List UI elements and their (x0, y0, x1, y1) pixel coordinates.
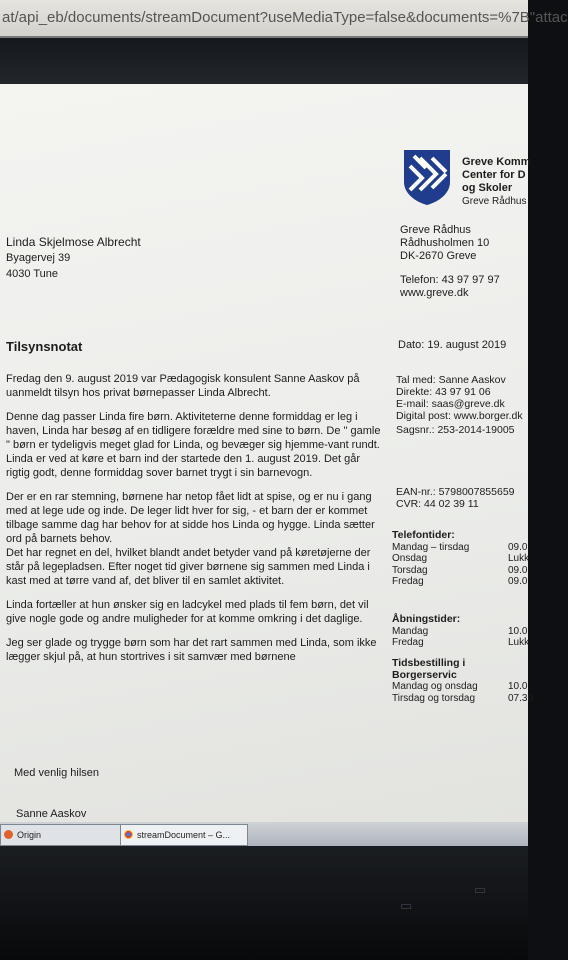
sender-address (400, 224, 489, 263)
phone-hours (392, 530, 532, 588)
contact-person (396, 374, 523, 422)
booking-hours (392, 658, 532, 704)
hours-row (392, 626, 532, 638)
contact-email: E-mail: saas@greve.dk (396, 398, 505, 410)
hours-day: Torsdag (392, 564, 428, 576)
phone-hours-heading: Telefontider: (392, 529, 455, 541)
origin-icon (4, 830, 13, 839)
hours-row (392, 693, 532, 705)
taskbar-item-label: streamDocument – G... (137, 830, 231, 840)
sender-name: Greve Rådhus (400, 224, 471, 236)
booking-heading: Tidsbestilling i Borgerservic (392, 657, 466, 681)
hours-time: 07.30 (508, 692, 534, 704)
taskbar-item-label: Origin (17, 830, 42, 840)
body-paragraph: Linda er ved at køre et barn ind der startede den 1. august 2019. Det går rigtig godt, denne formiddag sover barnet trygt i sin barnevogn. (6, 453, 361, 479)
contact-digital-post: Digital post: www.borger.dk (396, 410, 523, 422)
hours-day: Tirsdag og torsdag (392, 692, 476, 704)
recipient-name: Linda Skjelmose Albrecht (6, 235, 141, 249)
monitor-bezel-bottom (0, 846, 528, 960)
municipality-line: Greve Rådhus (462, 196, 527, 207)
opening-hours-heading: Åbningstider: (392, 613, 461, 625)
monitor-menu-icon: ▭ (400, 898, 413, 913)
document-date: Dato: 19. august 2019 (398, 339, 507, 351)
municipality-header (462, 156, 530, 208)
hours-day: Mandag og onsdag (392, 681, 478, 692)
hours-day: Onsdag (392, 553, 428, 564)
body-paragraph: Denne dag passer Linda fire børn. Aktiviteterne denne formiddag er leg i haven, Linda har besøg af en tidligere forældre med sine to børn. De " gamle " børn er tydeligvis meget glad for Linda, og bevæger sig hjemme-vant rundt. (6, 411, 381, 451)
hours-time: 10.0 (508, 625, 528, 637)
case-number: Sagsnr.: 253-2014-19005 (396, 424, 515, 436)
taskbar-item-chrome[interactable] (120, 824, 248, 846)
recipient-city: 4030 Tune (6, 268, 58, 280)
sender-contact (400, 274, 500, 300)
sender-city: DK-2670 Greve (400, 250, 477, 262)
document-title: Tilsynsnotat (6, 339, 83, 354)
contact-direct: Direkte: 43 97 91 06 (396, 386, 491, 398)
hours-row (392, 542, 532, 554)
hours-time: 09.0 (508, 564, 528, 576)
hours-row (392, 576, 532, 588)
body-paragraph: Fredag den 9. august 2019 var Pædagogisk konsulent Sanne Aaskov på uanmeldt tilsyn hos privat børnepasser Linda Albrecht. (6, 373, 360, 399)
hours-time: Lukk (508, 553, 530, 564)
document-page (0, 84, 534, 822)
monitor-bezel-top (0, 38, 528, 84)
hours-day: Mandag (392, 625, 429, 637)
hours-day: Fredag (392, 637, 424, 648)
ean-number: EAN-nr.: 5798007855659 (396, 486, 515, 498)
hours-time: 09.0 (508, 576, 528, 587)
document-body (6, 372, 384, 674)
contact-talk-to: Tal med: Sanne Aaskov (396, 374, 506, 386)
monitor-input-icon: ▭ (474, 882, 487, 897)
closing-greeting: Med venlig hilsen (14, 767, 99, 779)
hours-time: 09.0 (508, 541, 528, 553)
hours-time: Lukk (508, 637, 530, 648)
greve-kommune-logo (402, 148, 452, 206)
taskbar (0, 822, 528, 846)
municipality-line: Center for D (462, 169, 526, 181)
hours-day: Mandag – tirsdag (392, 541, 470, 553)
body-paragraph: Der er en rar stemning, børnene har netop fået lidt at spise, og er nu i gang med at lege ude og inde. De leger lidt hver for sig, - et barn der er kommet tilbage samme dag har behov for at sidde hos Linda og hygge. Linda sætter ord på barnets behov. (6, 491, 375, 545)
hours-row (392, 565, 532, 577)
case-ids (396, 486, 515, 510)
body-paragraph: Det har regnet en del, hvilket blandt andet betyder vand på køretøjerne der står på legepladsen. Efter noget tid giver børnene sig sammen med Linda i kast med at tørre vand af, det bliver til en samlet aktivitet. (6, 547, 371, 587)
municipality-line: og Skoler (462, 182, 513, 194)
address-bar[interactable] (0, 0, 568, 38)
hours-day: Fredag (392, 576, 424, 587)
recipient-address (6, 234, 141, 282)
opening-hours (392, 614, 532, 649)
signature-name: Sanne Aaskov (16, 808, 87, 820)
cvr-number: CVR: 44 02 39 11 (396, 498, 479, 510)
hours-time: 10.0 (508, 681, 528, 692)
hours-row (392, 681, 532, 693)
hours-row (392, 637, 532, 649)
chrome-icon (124, 830, 133, 839)
recipient-street: Byagervej 39 (6, 252, 71, 264)
body-paragraph: Linda fortæller at hun ønsker sig en ladcykel med plads til fem børn, det vil give nogle gode og andre muligheder for at komme omkring i det daglige. (6, 599, 369, 625)
municipality-line: Greve Komm (462, 156, 531, 168)
sender-street: Rådhusholmen 10 (400, 237, 490, 249)
taskbar-item-origin[interactable] (0, 824, 122, 846)
body-paragraph: Jeg ser glade og trygge børn som har det rart sammen med Linda, som ikke lægger skjul på, at hun stortrives i sit samvær med børnene (6, 637, 377, 663)
url-text: at/api_eb/documents/streamDocument?useMediaType=false&documents=%7B"attac (2, 9, 568, 26)
hours-row (392, 553, 532, 565)
sender-web: www.greve.dk (400, 287, 469, 299)
sender-phone: Telefon: 43 97 97 97 (400, 274, 500, 286)
